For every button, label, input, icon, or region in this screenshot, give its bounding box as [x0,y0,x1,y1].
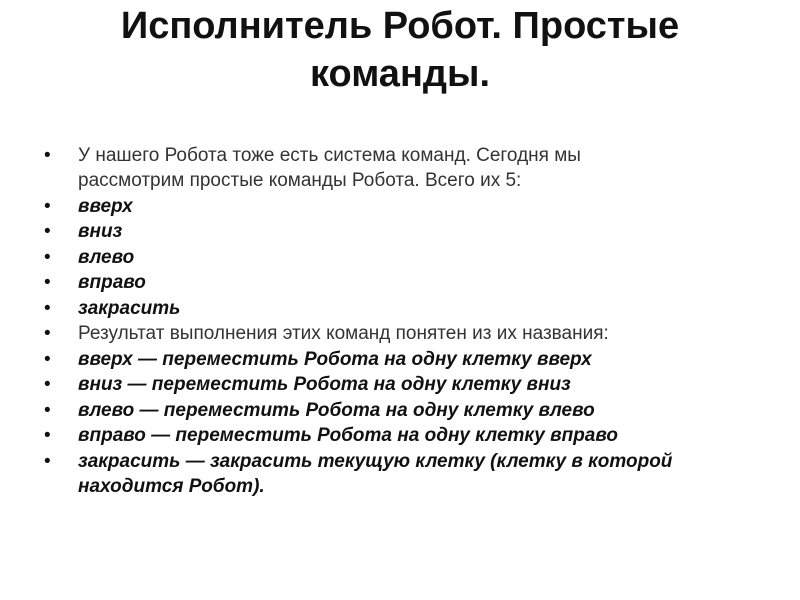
bullet-marker: • [44,195,51,217]
bullet-marker: • [44,450,51,472]
bullet-item-command-right [44,270,684,295]
bullet-marker: • [44,272,51,293]
bullet-marker: • [44,221,51,242]
bullet-marker: • [44,348,51,370]
bullet-text: Результат выполнения этих команд понятен из их названия: [78,323,609,344]
bullet-marker: • [44,246,51,268]
bullet-list [44,143,684,499]
bullet-item-definition-right [44,423,684,448]
bullet-marker: • [44,145,51,166]
bullet-marker: • [44,374,51,395]
bullet-item-command-paint [44,296,684,321]
slide-title-line-2: команды. [309,53,491,95]
bullet-text: вверх — переместить Робота на одну клетку вверх [78,348,592,370]
bullet-text: вправо — переместить Робота на одну клетку вправо [78,425,618,446]
bullet-text: вправо [78,272,146,293]
bullet-text: закрасить — закрасить текущую клетку (клетку в которой находится Робот). [78,450,673,497]
bullet-item-command-left [44,245,684,270]
bullet-item-definition-paint [44,449,684,499]
bullet-marker: • [44,323,51,344]
bullet-item-command-down [44,219,684,244]
slide-title-line-1: Исполнитель Робот. Простые [120,5,680,47]
bullet-item-command-up [44,194,684,219]
bullet-item-result-intro [44,321,684,346]
bullet-text: вверх [78,195,133,217]
bullet-item-definition-up [44,347,684,372]
bullet-text: закрасить [78,297,181,319]
slide-title [40,0,760,98]
bullet-text: вниз — переместить Робота на одну клетку вниз [78,374,571,395]
bullet-item-intro [44,143,684,193]
bullet-text: вниз [78,221,123,242]
bullet-marker: • [44,399,51,421]
bullet-item-definition-down [44,372,684,397]
bullet-text: У нашего Робота тоже есть система команд. Сегодня мы рассмотрим простые команды Робота. Всего их 5: [78,145,581,191]
bullet-text: влево — переместить Робота на одну клетку влево [78,399,595,421]
bullet-marker: • [44,425,51,446]
bullet-text: влево [78,246,135,268]
bullet-item-definition-left [44,398,684,423]
bullet-marker: • [44,297,51,319]
